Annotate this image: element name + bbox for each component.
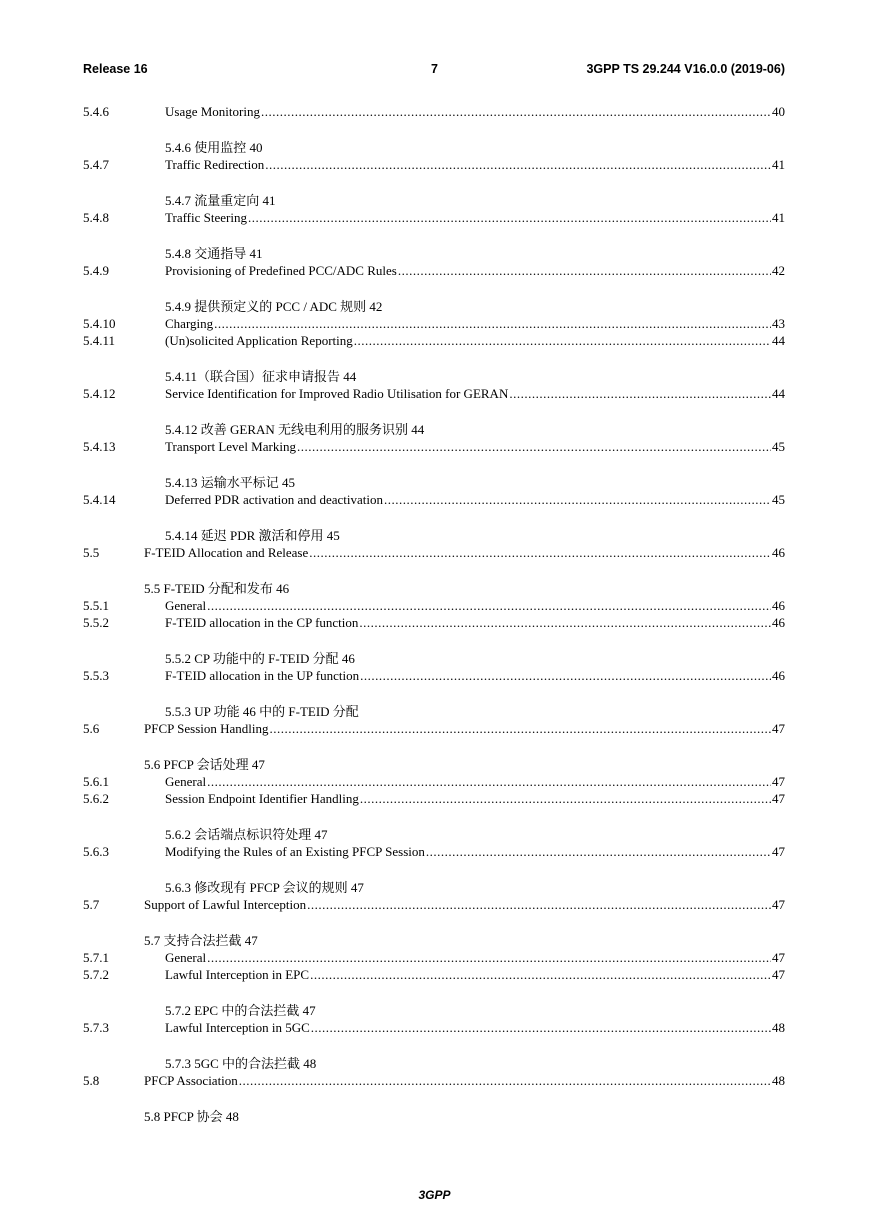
toc-entry[interactable]: [83, 843, 785, 860]
toc-translation-note: 5.4.14 延迟 PDR 激活和停用 45: [165, 528, 340, 543]
toc-dot-leader: [239, 1072, 771, 1089]
toc-dot-leader: [207, 773, 771, 790]
toc-section-title: Charging: [165, 316, 214, 331]
toc-entry-line: [144, 1072, 785, 1089]
toc-translation-note: 5.4.8 交通指导 41: [165, 246, 263, 261]
toc-entry[interactable]: [83, 966, 785, 983]
toc-item: [83, 544, 785, 597]
spec-identifier: 3GPP TS 29.244 V16.0.0 (2019-06): [586, 62, 785, 76]
toc-translation-note: 5.5 F-TEID 分配和发布 46: [144, 581, 290, 596]
toc-section-title: F-TEID Allocation and Release: [144, 545, 309, 560]
toc-section-title: Service Identification for Improved Radio Utilisation for GERAN: [165, 386, 509, 401]
toc-section-number: 5.4.14: [83, 492, 116, 507]
toc-page-number: 42: [772, 263, 785, 278]
toc-entry[interactable]: [83, 896, 785, 913]
toc-section-number: 5.4.13: [83, 439, 116, 454]
toc-entry[interactable]: [83, 262, 785, 279]
toc-section-number: 5.7.2: [83, 967, 109, 982]
toc-section-title: General: [165, 774, 207, 789]
toc-entry[interactable]: [83, 544, 785, 561]
toc-item: [83, 103, 785, 156]
toc-section-number: 5.4.6: [83, 104, 109, 119]
toc-item: [83, 385, 785, 438]
toc-item: [83, 209, 785, 262]
toc-entry-line: [165, 790, 785, 807]
toc-entry[interactable]: [83, 385, 785, 402]
toc-translation-note: 5.4.9 提供预定义的 PCC / ADC 规则 42: [165, 299, 383, 314]
toc-dot-leader: [360, 667, 771, 684]
toc-entry[interactable]: [83, 209, 785, 226]
toc-section-title: (Un)solicited Application Reporting: [165, 333, 353, 348]
toc-page-number: 47: [772, 721, 785, 736]
toc-translation-note: 5.5.3 UP 功能 46 中的 F-TEID 分配: [165, 704, 359, 719]
toc-entry-line: [165, 156, 785, 173]
toc-section-title: Lawful Interception in 5GC: [165, 1020, 310, 1035]
toc-item: [83, 597, 785, 614]
toc-dot-leader: [310, 966, 771, 983]
toc-dot-leader: [265, 156, 771, 173]
toc-section-title: Provisioning of Predefined PCC/ADC Rules: [165, 263, 397, 278]
toc-section-number: 5.6.3: [83, 844, 109, 859]
toc-translation-note: 5.7 支持合法拦截 47: [144, 933, 258, 948]
toc-section-title: Traffic Steering: [165, 210, 247, 225]
toc-entry-line: [165, 773, 785, 790]
toc-translation-note: 5.8 PFCP 协会 48: [144, 1109, 239, 1124]
toc-translation-note: 5.4.13 运输水平标记 45: [165, 475, 296, 490]
toc-item: [83, 896, 785, 949]
toc-translation-note: 5.5.2 CP 功能中的 F-TEID 分配 46: [165, 651, 355, 666]
toc-entry-line: [165, 491, 785, 508]
toc-section-number: 5.6: [83, 721, 100, 736]
toc-entry[interactable]: [83, 667, 785, 684]
toc-page-number: 48: [772, 1020, 785, 1035]
toc-translation-note: 5.4.6 使用监控 40: [165, 140, 263, 155]
toc-item: [83, 438, 785, 491]
toc-item: [83, 332, 785, 385]
toc-dot-leader: [307, 896, 771, 913]
toc-item: [83, 1072, 785, 1125]
toc-entry[interactable]: [83, 156, 785, 173]
toc-page-number: 47: [772, 844, 785, 859]
toc-section-number: 5.5.2: [83, 615, 109, 630]
toc-section-number: 5.7.3: [83, 1020, 109, 1035]
toc-page-number: 47: [772, 791, 785, 806]
toc-section-number: 5.6.1: [83, 774, 109, 789]
toc-item: [83, 262, 785, 315]
toc-section-title: Usage Monitoring: [165, 104, 260, 119]
toc-item: [83, 1019, 785, 1072]
toc-entry-line: [165, 103, 785, 120]
toc-translation-note: 5.7.3 5GC 中的合法拦截 48: [165, 1056, 317, 1071]
toc-page-number: 46: [772, 668, 785, 683]
toc-page-number: 47: [772, 897, 785, 912]
toc-entry-line: [165, 262, 785, 279]
toc-item: [83, 156, 785, 209]
toc-section-number: 5.5.1: [83, 598, 109, 613]
toc-item: [83, 773, 785, 790]
release-label: Release 16: [83, 62, 148, 76]
toc-page-number: 45: [772, 492, 785, 507]
toc-dot-leader: [359, 614, 771, 631]
toc-entry[interactable]: [83, 1019, 785, 1036]
toc-item: [83, 843, 785, 896]
toc-entry[interactable]: [83, 773, 785, 790]
toc-section-number: 5.4.12: [83, 386, 116, 401]
toc-translation-note: 5.4.11（联合国）征求申请报告 44: [165, 369, 357, 384]
toc-page-number: 44: [772, 386, 785, 401]
toc-entry-line: [165, 209, 785, 226]
toc-dot-leader: [309, 544, 771, 561]
toc-translation-note: 5.6 PFCP 会话处理 47: [144, 757, 265, 772]
toc-section-title: Traffic Redirection: [165, 157, 265, 172]
toc-dot-leader: [248, 209, 771, 226]
toc-item: [83, 491, 785, 544]
toc-section-title: General: [165, 598, 207, 613]
toc-page-number: 45: [772, 439, 785, 454]
toc-dot-leader: [426, 843, 771, 860]
toc-entry[interactable]: [83, 949, 785, 966]
toc-section-number: 5.4.10: [83, 316, 116, 331]
toc-item: [83, 315, 785, 332]
toc-entry-line: [165, 332, 785, 349]
toc-translation-note: 5.6.2 会话端点标识符处理 47: [165, 827, 328, 842]
toc-page-number: 41: [772, 157, 785, 172]
toc-page-number: 47: [772, 774, 785, 789]
toc-section-number: 5.5.3: [83, 668, 109, 683]
toc-dot-leader: [297, 438, 771, 455]
toc-section-title: Session Endpoint Identifier Handling: [165, 791, 359, 806]
toc-entry[interactable]: [83, 720, 785, 737]
toc-dot-leader: [384, 491, 771, 508]
toc-page-number: 41: [772, 210, 785, 225]
toc-entry[interactable]: [83, 597, 785, 614]
toc-entry-line: [165, 597, 785, 614]
toc-dot-leader: [509, 385, 771, 402]
toc-dot-leader: [311, 1019, 771, 1036]
footer-label: 3GPP: [418, 1188, 451, 1202]
toc-section-number: 5.4.8: [83, 210, 109, 225]
toc-translation-note: 5.7.2 EPC 中的合法拦截 47: [165, 1003, 316, 1018]
toc-section-title: F-TEID allocation in the UP function: [165, 668, 360, 683]
toc-page-number: 46: [772, 615, 785, 630]
toc-section-title: PFCP Association: [144, 1073, 238, 1088]
toc-translation-note: 5.4.12 改善 GERAN 无线电利用的服务识别 44: [165, 422, 425, 437]
toc-section-title: Deferred PDR activation and deactivation: [165, 492, 384, 507]
toc-entry[interactable]: [83, 1072, 785, 1089]
toc-dot-leader: [207, 597, 771, 614]
toc-entry[interactable]: [83, 332, 785, 349]
toc-item: [83, 966, 785, 1019]
toc-section-number: 5.8: [83, 1073, 100, 1088]
toc-section-number: 5.7: [83, 897, 100, 912]
toc-entry[interactable]: [83, 790, 785, 807]
toc-entry-line: [144, 896, 785, 913]
toc-entry-line: [165, 614, 785, 631]
toc-entry-line: [165, 315, 785, 332]
toc-section-title: General: [165, 950, 207, 965]
toc-entry-line: [144, 544, 785, 561]
toc-dot-leader: [207, 949, 771, 966]
toc-entry[interactable]: [83, 438, 785, 455]
toc-item: [83, 790, 785, 843]
toc-dot-leader: [398, 262, 771, 279]
toc-entry-line: [165, 438, 785, 455]
toc-page-number: 43: [772, 316, 785, 331]
toc-item: [83, 949, 785, 966]
page-number: 7: [431, 62, 438, 76]
toc-item: [83, 614, 785, 667]
toc-item: [83, 720, 785, 773]
toc-section-title: Transport Level Marking: [165, 439, 296, 454]
toc-entry-line: [165, 1019, 785, 1036]
toc-page-number: 48: [772, 1073, 785, 1088]
toc-section-number: 5.6.2: [83, 791, 109, 806]
toc-entry-line: [165, 949, 785, 966]
toc-entry[interactable]: [83, 614, 785, 631]
toc-entry-line: [165, 667, 785, 684]
toc-section-number: 5.4.7: [83, 157, 109, 172]
toc-dot-leader: [354, 332, 771, 349]
toc-entry-line: [165, 966, 785, 983]
toc-section-number: 5.4.11: [83, 333, 116, 348]
toc-section-title: Support of Lawful Interception: [144, 897, 307, 912]
toc-dot-leader: [360, 790, 771, 807]
toc-entry-line: [144, 720, 785, 737]
toc-item: [83, 667, 785, 720]
toc-section-title: Lawful Interception in EPC: [165, 967, 310, 982]
toc-page-number: 46: [772, 598, 785, 613]
toc-page-number: 44: [772, 333, 785, 348]
toc-section-number: 5.4.9: [83, 263, 109, 278]
toc-section-title: PFCP Session Handling: [144, 721, 269, 736]
toc-section-title: Modifying the Rules of an Existing PFCP Session: [165, 844, 425, 859]
toc-translation-note: 5.6.3 修改现有 PFCP 会议的规则 47: [165, 880, 364, 895]
toc-dot-leader: [214, 315, 771, 332]
toc-entry[interactable]: [83, 491, 785, 508]
toc-section-number: 5.7.1: [83, 950, 109, 965]
toc-translation-note: 5.4.7 流量重定向 41: [165, 193, 276, 208]
table-of-contents: [83, 103, 785, 1125]
toc-dot-leader: [270, 720, 772, 737]
toc-dot-leader: [261, 103, 771, 120]
toc-entry-line: [165, 385, 785, 402]
toc-entry-line: [165, 843, 785, 860]
toc-entry[interactable]: [83, 103, 785, 120]
toc-page-number: 40: [772, 104, 785, 119]
toc-page-number: 47: [772, 950, 785, 965]
toc-section-number: 5.5: [83, 545, 100, 560]
toc-page-number: 46: [772, 545, 785, 560]
toc-page-number: 47: [772, 967, 785, 982]
toc-entry[interactable]: [83, 315, 785, 332]
toc-section-title: F-TEID allocation in the CP function: [165, 615, 359, 630]
